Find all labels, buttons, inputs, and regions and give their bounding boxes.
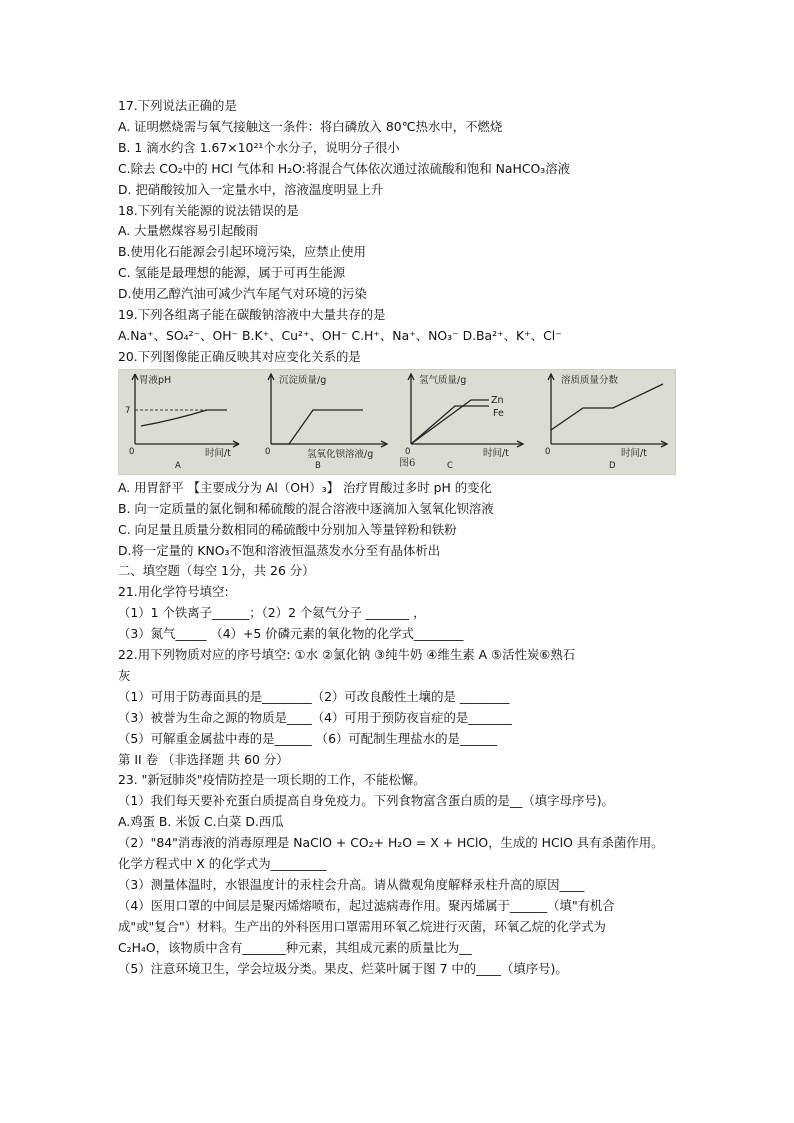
q23-part-5: （5）注意环境卫生，学会垃圾分类。果皮、烂菜叶属于图 7 中的____（填序号)。: [118, 960, 568, 976]
graph-c-zn-line: [411, 406, 489, 444]
graph-b-ylabel: 沉淀质量/g: [279, 374, 327, 386]
graph-c: [399, 374, 523, 471]
graph-c-origin: 0: [405, 446, 411, 457]
q18-option-d: D.使用乙醇汽油可减少汽车尾气对环境的污染: [118, 286, 367, 302]
q23-part-4-cont2: C₂H₄O，该物质中含有_______种元素，其组成元素的质量比为__: [118, 939, 472, 955]
q21-stem: 21.用化学符号填空:: [118, 584, 229, 600]
q21-line-2: （3）氮气_____ （4）+5 价磷元素的氧化物的化学式________: [118, 626, 464, 642]
q23-part-1: （1）我们每天要补充蛋白质提高自身免疫力。下列食物富含蛋白质的是__（填字母序号)。: [118, 793, 614, 809]
q22-line-1: （1）可用于防毒面具的是________（2）可改良酸性土壤的是 ________: [118, 688, 510, 704]
graph-c-letter: C: [447, 460, 453, 471]
q19-stem: 19.下列各组离子能在碳酸钠溶液中大量共存的是: [118, 307, 386, 323]
q17-option-b: B. 1 滴水约含 1.67×10²¹个水分子，说明分子很小: [118, 139, 400, 155]
graph-a-xlabel: 时间/t: [205, 447, 231, 459]
volume-2-heading: 第 II 卷 （非选择题 共 60 分）: [118, 751, 289, 767]
figure-6: [118, 369, 676, 475]
graph-c-fe-label: Fe: [493, 407, 504, 419]
q17-option-a: A. 证明燃烧需与氧气接触这一条件：将白磷放入 80℃热水中，不燃烧: [118, 118, 503, 134]
q17-stem: 17.下列说法正确的是: [118, 98, 237, 113]
graph-b-origin: 0: [265, 446, 271, 457]
q22-line-2: （3）被誉为生命之源的物质是____（4）可用于预防夜盲症的是_______: [118, 709, 512, 725]
q23-part-2: （2）"84"消毒液的消毒原理是 NaClO + CO₂+ H₂O = X + HClO，生成的 HClO 具有杀菌作用。: [118, 835, 664, 851]
q21-line-1: （1）1 个铁离子______；（2）2 个氦气分子 _______ ，: [118, 605, 426, 621]
figure-caption: 图6: [399, 457, 416, 469]
q20-option-c: C. 向足量且质量分数相同的稀硫酸中分别加入等量锌粉和铁粉: [118, 521, 457, 537]
graph-d-xlabel: 时间/t: [621, 447, 647, 459]
q22-stem-cont: 灰: [118, 667, 131, 683]
graph-d-origin: 0: [545, 446, 551, 457]
q18-option-b: B.使用化石能源会引起环境污染，应禁止使用: [118, 244, 366, 260]
q18-stem: 18.下列有关能源的说法错误的是: [118, 202, 299, 218]
q20-option-a: A. 用胃舒平 【主要成分为 Al（OH）₃】 治疗胃酸过多时 pH 的变化: [118, 479, 492, 495]
graph-a-letter: A: [175, 460, 181, 471]
q22-stem: 22.用下列物质对应的序号填空: ①水 ②氯化钠 ③纯牛奶 ④维生素 A ⑤活性炭⑥熟石: [118, 647, 576, 663]
q17-option-c: C.除去 CO₂中的 HCl 气体和 H₂O:将混合气体依次通过浓硫酸和饱和 NaHCO₃溶液: [118, 160, 570, 176]
q23-part-1-options: A.鸡蛋 B. 米饭 C.白菜 D.西瓜: [118, 814, 284, 830]
exam-page: [118, 96, 678, 980]
graph-b-xlabel: 氢氧化钡溶液/g: [307, 448, 374, 460]
graph-d: [545, 374, 667, 471]
graph-a-origin: 0: [129, 446, 135, 457]
q17-option-d: D. 把硝酸铵加入一定量水中，溶液温度明显上升: [118, 181, 384, 197]
graph-d-letter: D: [609, 460, 616, 471]
q23-stem: 23. "新冠肺炎"疫情防控是一项长期的工作，不能松懈。: [118, 772, 426, 788]
graph-b: [265, 374, 387, 471]
q18-option-c: C. 氢能是最理想的能源，属于可再生能源: [118, 265, 346, 281]
graph-d-ylabel: 溶质质量分数: [561, 374, 619, 386]
q23-part-3: （3）测量体温时，水银温度计的汞柱会升高。请从微观角度解释汞柱升高的原因____: [118, 877, 585, 892]
graph-a-ytick-7: 7: [125, 405, 131, 416]
graph-c-zn-label: Zn: [491, 394, 504, 406]
graph-b-curve: [271, 410, 363, 444]
graph-a: [125, 374, 239, 471]
q23-part-2-cont: 化学方程式中 X 的化学式为_________: [118, 856, 327, 872]
graph-a-ylabel: 胃液pH: [139, 374, 172, 386]
graph-c-xlabel: 时间/t: [483, 447, 509, 459]
q18-option-a: A. 大量燃煤容易引起酸雨: [118, 223, 259, 239]
graph-a-curve: [141, 410, 227, 426]
figure-6-graphs: [119, 370, 675, 474]
q20-option-b: B. 向一定质量的氯化铜和稀硫酸的混合溶液中逐滴加入氢氧化钡溶液: [118, 500, 494, 516]
q22-line-3: （5）可解重金属盐中毒的是______ （6）可配制生理盐水的是______: [118, 730, 498, 746]
q20-stem: 20.下列图像能正确反映其对应变化关系的是: [118, 348, 361, 364]
q23-part-4-cont: 成"或"复合"）材料。生产出的外科医用口罩需用环氧乙烷进行灭菌，环氧乙烷的化学式为: [118, 918, 606, 934]
q20-option-d: D.将一定量的 KNO₃不饱和溶液恒温蒸发水分至有晶体析出: [118, 542, 441, 558]
section-2-heading: 二、填空题（每空 1分，共 26 分）: [118, 563, 315, 579]
graph-c-ylabel: 氢气质量/g: [419, 374, 467, 386]
q19-options: A.Na⁺、SO₄²⁻、OH⁻ B.K⁺、Cu²⁺、OH⁻ C.H⁺、Na⁺、NO₃⁻ D.Ba²⁺、K⁺、Cl⁻: [118, 327, 562, 343]
q23-part-4: （4）医用口罩的中间层是聚丙烯熔喷布，起过滤病毒作用。聚丙烯属于______（填"有机合: [118, 897, 615, 913]
graph-b-letter: B: [315, 460, 321, 471]
graph-d-curve: [551, 384, 663, 430]
